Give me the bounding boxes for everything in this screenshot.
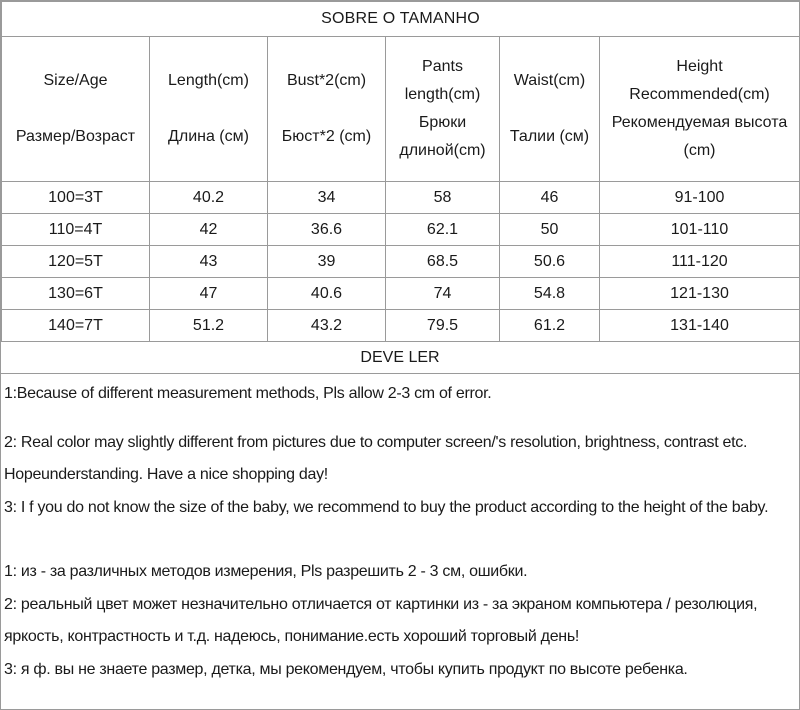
table-row [2, 310, 800, 342]
table-row [2, 246, 800, 278]
header-pants-en1: Pants [422, 58, 463, 75]
cell-height: 131-140 [600, 310, 800, 342]
cell-size: 140=7T [2, 310, 150, 342]
header-height-ru1: Рекомендуемая высота [611, 114, 788, 131]
table-row [2, 182, 800, 214]
header-pants-ru1: Брюки [418, 114, 467, 131]
header-waist [500, 37, 600, 182]
note-en-2: 2: Real color may slightly different from pictures due to computer screen/'s resolution, brightness, contrast etc. Hopeunderstanding. Have a nice shopping day! [4, 433, 752, 483]
header-length-ru: Длина (см) [168, 128, 249, 145]
table-row [2, 278, 800, 310]
cell-height: 101-110 [600, 214, 800, 246]
cell-bust: 39 [268, 246, 386, 278]
note-ru-2: 2: реальный цвет может незначительно отличается от картинки из - за экраном компьютера / резолюция, яркость, контрастность и т.д. надеюсь, понимание.есть хороший торговый день! [4, 595, 762, 645]
cell-pants: 62.1 [386, 214, 500, 246]
table-title-row [2, 2, 800, 37]
cell-bust: 36.6 [268, 214, 386, 246]
header-height-ru2: (cm) [683, 142, 716, 159]
cell-bust: 40.6 [268, 278, 386, 310]
header-length [150, 37, 268, 182]
cell-length: 42 [150, 214, 268, 246]
cell-waist: 46 [500, 182, 600, 214]
cell-height: 91-100 [600, 182, 800, 214]
cell-waist: 50 [500, 214, 600, 246]
cell-bust: 34 [268, 182, 386, 214]
header-bust-en: Bust*2(cm) [286, 72, 367, 89]
cell-pants: 68.5 [386, 246, 500, 278]
cell-height: 121-130 [600, 278, 800, 310]
notes-body [1, 374, 799, 686]
cell-height: 111-120 [600, 246, 800, 278]
table-row [2, 214, 800, 246]
cell-pants: 58 [386, 182, 500, 214]
cell-waist: 50.6 [500, 246, 600, 278]
header-size-age-ru: Размер/Возраст [15, 128, 136, 145]
note-ru-1: 1: из - за различных методов измерения, Pls разрешить 2 - 3 см, ошибки. [4, 563, 528, 580]
cell-pants: 74 [386, 278, 500, 310]
header-bust [268, 37, 386, 182]
note-ru-3: 3: я ф. вы не знаете размер, детка, мы рекомендуем, чтобы купить продукт по высоте ребенка. [4, 660, 688, 678]
cell-size: 120=5T [2, 246, 150, 278]
cell-length: 43 [150, 246, 268, 278]
table-header-row [2, 37, 800, 182]
header-height-en1: Height [676, 58, 723, 75]
header-size-age [2, 37, 150, 182]
notes-title: DEVE LER [1, 342, 799, 374]
cell-length: 40.2 [150, 182, 268, 214]
cell-size: 110=4T [2, 214, 150, 246]
header-length-en: Length(cm) [168, 72, 249, 89]
cell-bust: 43.2 [268, 310, 386, 342]
header-size-age-en: Size/Age [43, 72, 108, 89]
size-table [1, 1, 800, 342]
header-pants-ru2: длиной(cm) [399, 142, 486, 159]
cell-size: 100=3T [2, 182, 150, 214]
cell-waist: 54.8 [500, 278, 600, 310]
cell-length: 51.2 [150, 310, 268, 342]
cell-waist: 61.2 [500, 310, 600, 342]
header-waist-ru: Талии (см) [509, 128, 590, 145]
header-pants-en2: length(cm) [404, 86, 481, 103]
note-en-1: 1:Because of different measurement methods, Pls allow 2-3 cm of error. [4, 385, 492, 402]
header-height [600, 37, 800, 182]
cell-pants: 79.5 [386, 310, 500, 342]
note-en-3: 3: I f you do not know the size of the baby, we recommend to buy the product according to the height of the baby. [4, 498, 769, 516]
header-bust-ru: Бюст*2 (cm) [281, 128, 372, 145]
header-waist-en: Waist(cm) [513, 72, 586, 89]
header-height-en2: Recommended(cm) [629, 86, 770, 103]
table-title: SOBRE O TAMANHO [2, 2, 800, 37]
cell-length: 47 [150, 278, 268, 310]
cell-size: 130=6T [2, 278, 150, 310]
header-pants-length [386, 37, 500, 182]
